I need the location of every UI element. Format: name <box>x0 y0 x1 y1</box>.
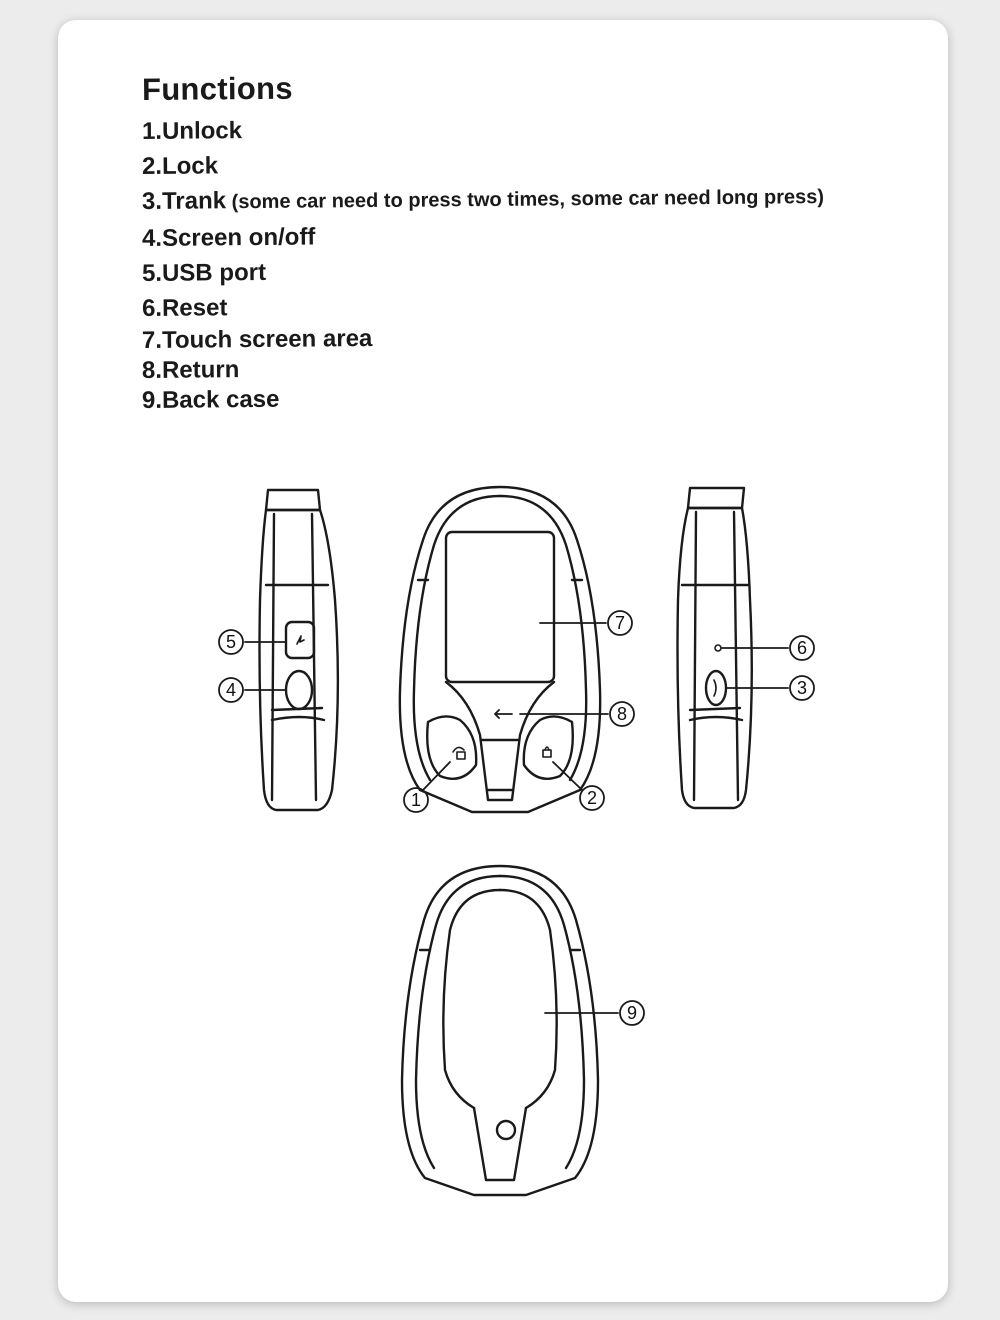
right-side-view <box>678 488 815 808</box>
front-view <box>400 487 634 812</box>
callout-7: 7 <box>614 613 626 633</box>
function-item-usb: 5.USB port <box>141 258 267 287</box>
callout-9: 9 <box>626 1003 638 1023</box>
callout-2: 2 <box>586 788 598 808</box>
function-item-screen: 4.Screen on/off <box>141 223 316 252</box>
back-view <box>402 866 644 1195</box>
trunk-note: (some car need to press two times, some car need long press) <box>225 186 825 214</box>
function-item-return: 8.Return <box>141 356 240 384</box>
callout-8: 8 <box>616 704 628 724</box>
left-side-view <box>219 490 338 810</box>
function-item-reset: 6.Reset <box>141 294 228 322</box>
function-item-back-case: 9.Back case <box>141 385 280 414</box>
function-item-lock: 2.Lock <box>141 152 219 180</box>
function-item-unlock: 1.Unlock <box>141 117 243 145</box>
function-item-touch-screen: 7.Touch screen area <box>141 324 373 354</box>
callout-5: 5 <box>225 632 237 652</box>
functions-title: Functions <box>141 70 293 107</box>
function-item-trunk: 3.Trank (some car need to press two times, some car need long press) <box>141 186 825 215</box>
callout-6: 6 <box>796 638 808 658</box>
callout-3: 3 <box>796 678 808 698</box>
callout-4: 4 <box>225 680 237 700</box>
callout-1: 1 <box>410 790 422 810</box>
